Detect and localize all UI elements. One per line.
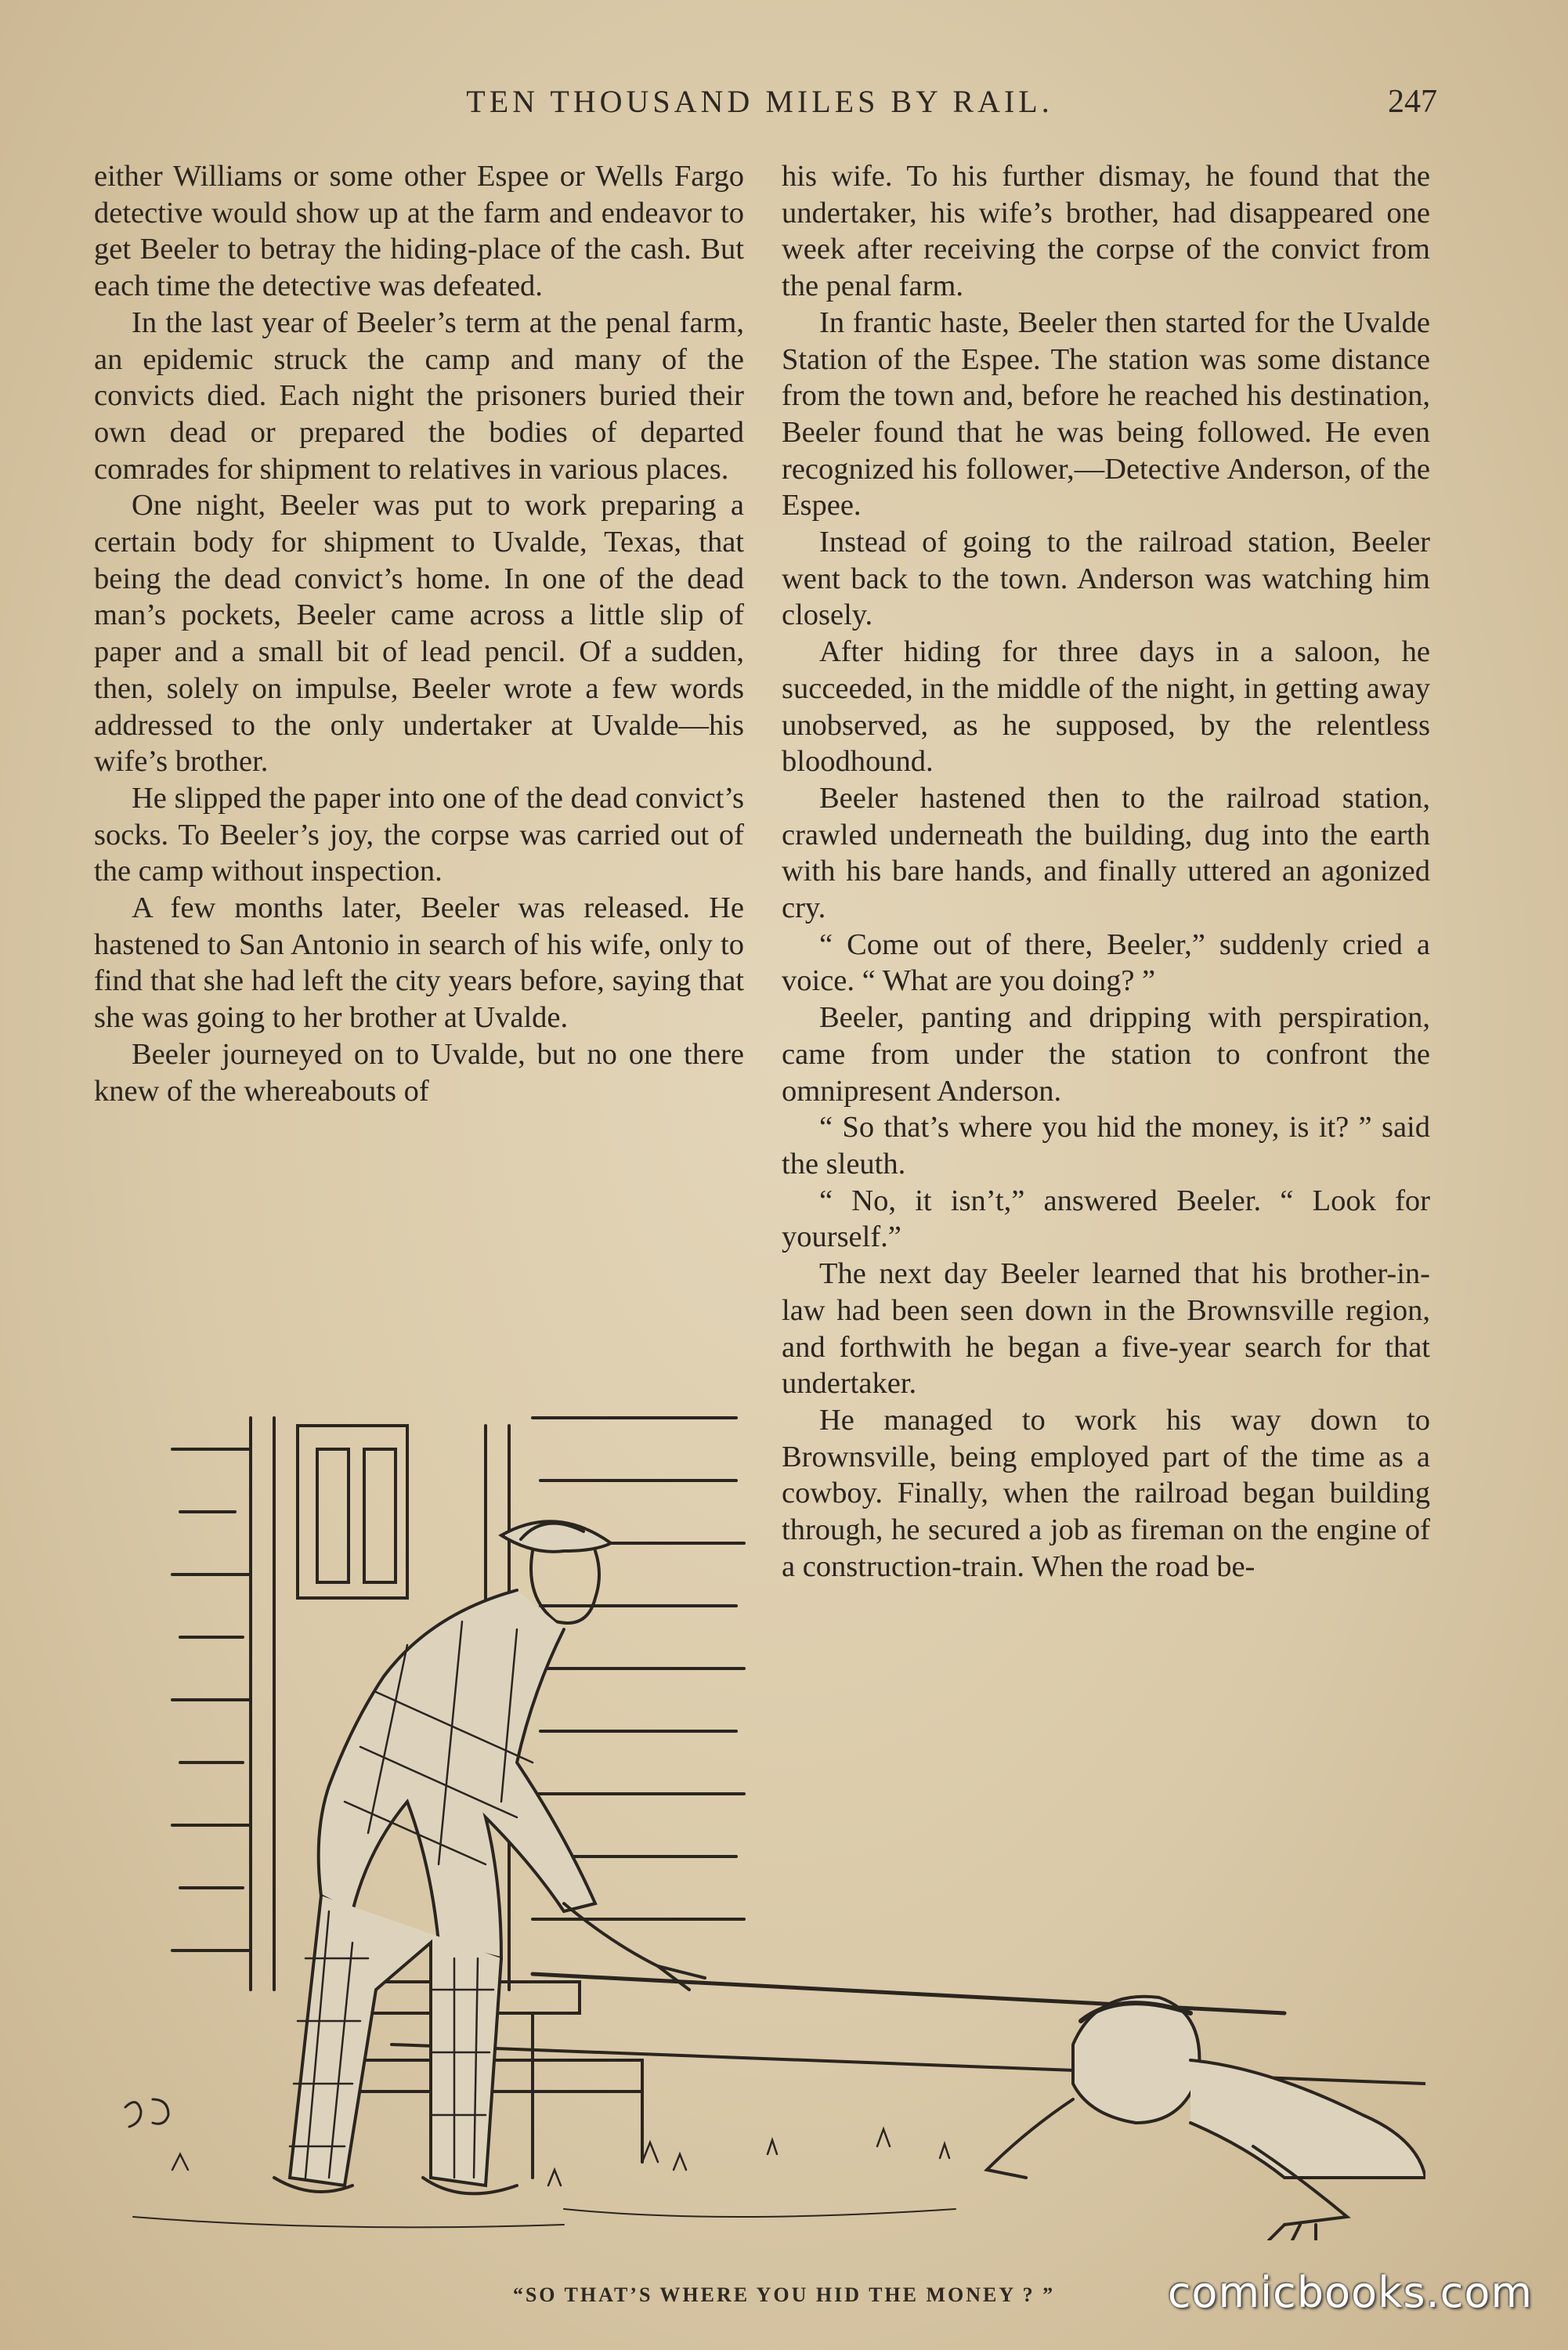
paragraph: A few months later, Beeler was released. He hastened to San Antonio in search of his wife, only to find that she had left the city years before, saying that she was going to her brother at Uvalde. bbox=[94, 891, 744, 1035]
paragraph: “ So that’s where you hid the money, is it? ” said the sleuth. bbox=[782, 1111, 1430, 1180]
paragraph: He managed to work his way down to Brownsville, being employed part of the time as a cowboy. Finally, when the railroad began building through, he secured a job as fireman on the engine of a construction-train. When the road be- bbox=[782, 1403, 1430, 1583]
right-text-column bbox=[782, 158, 1430, 1585]
site-watermark: comicbooks.com bbox=[1167, 2268, 1533, 2317]
running-title: TEN THOUSAND MILES BY RAIL. bbox=[466, 84, 1053, 119]
paragraph: The next day Beeler learned that his brother-in-law had been seen down in the Brownsville region, and forthwith he began a five-year search for that undertaker. bbox=[782, 1257, 1430, 1401]
page-number: 247 bbox=[1388, 84, 1437, 120]
illustration-caption: “SO THAT’S WHERE YOU HID THE MONEY ? ” bbox=[512, 2283, 1056, 2306]
paragraph: Beeler, panting and dripping with perspiration, came from under the station to confront the omnipresent Anderson. bbox=[782, 1001, 1430, 1108]
paragraph: One night, Beeler was put to work preparing a certain body for shipment to Uvalde, Texas, that being the dead convict’s home. In one of the dead man’s pockets, Beeler came across a little slip of paper and a small bit of lead pencil. Of a sudden, then, solely on impulse, Beeler wrote a few words addressed to the only undertaker at Uvalde—his wife’s brother. bbox=[94, 489, 744, 779]
paragraph: In the last year of Beeler’s term at the penal farm, an epidemic struck the camp and many of the convicts died. Each night the prisoners buried their own dead or prepared the bodies of departed comrades for shipment to relatives in various places. bbox=[94, 306, 744, 486]
paragraph: “ Come out of there, Beeler,” suddenly cried a voice. “ What are you doing? ” bbox=[782, 927, 1430, 998]
paragraph: “ No, it isn’t,” answered Beeler. “ Look for yourself.” bbox=[782, 1184, 1430, 1254]
paragraph: Beeler hastened then to the railroad station, crawled underneath the building, dug into the earth with his bare hands, and finally uttered an agonized cry. bbox=[782, 781, 1430, 925]
paragraph: He slipped the paper into one of the dead convict’s socks. To Beeler’s joy, the corpse was carried out of the camp without inspection. bbox=[94, 781, 744, 888]
pen-ink-illustration-icon bbox=[94, 1394, 1425, 2240]
paragraph: his wife. To his further dismay, he found that the undertaker, his wife’s brother, had disappeared one week after receiving the corpse of the convict from the penal farm. bbox=[782, 160, 1430, 303]
paragraph: In frantic haste, Beeler then started for the Uvalde Station of the Espee. The station was some distance from the town and, before he reached his destination, Beeler found that he was being followed. He even recognized his follower,—Detective Anderson, of the Espee. bbox=[782, 306, 1430, 522]
page-header bbox=[86, 78, 1437, 125]
paragraph: either Williams or some other Espee or Wells Fargo detective would show up at the farm and endeavor to get Beeler to betray the hiding-place of the cash. But each time the detective was defeated. bbox=[94, 160, 744, 303]
left-text-column bbox=[94, 158, 744, 1109]
story-illustration bbox=[94, 1394, 1425, 2240]
paragraph: Beeler journeyed on to Uvalde, but no one there knew of the whereabouts of bbox=[94, 1037, 744, 1108]
paragraph: After hiding for three days in a saloon, he succeeded, in the middle of the night, in getting away unobserved, as he supposed, by the relentless bloodhound. bbox=[782, 635, 1430, 779]
paragraph: Instead of going to the railroad station, Beeler went back to the town. Anderson was watching him closely. bbox=[782, 526, 1430, 632]
